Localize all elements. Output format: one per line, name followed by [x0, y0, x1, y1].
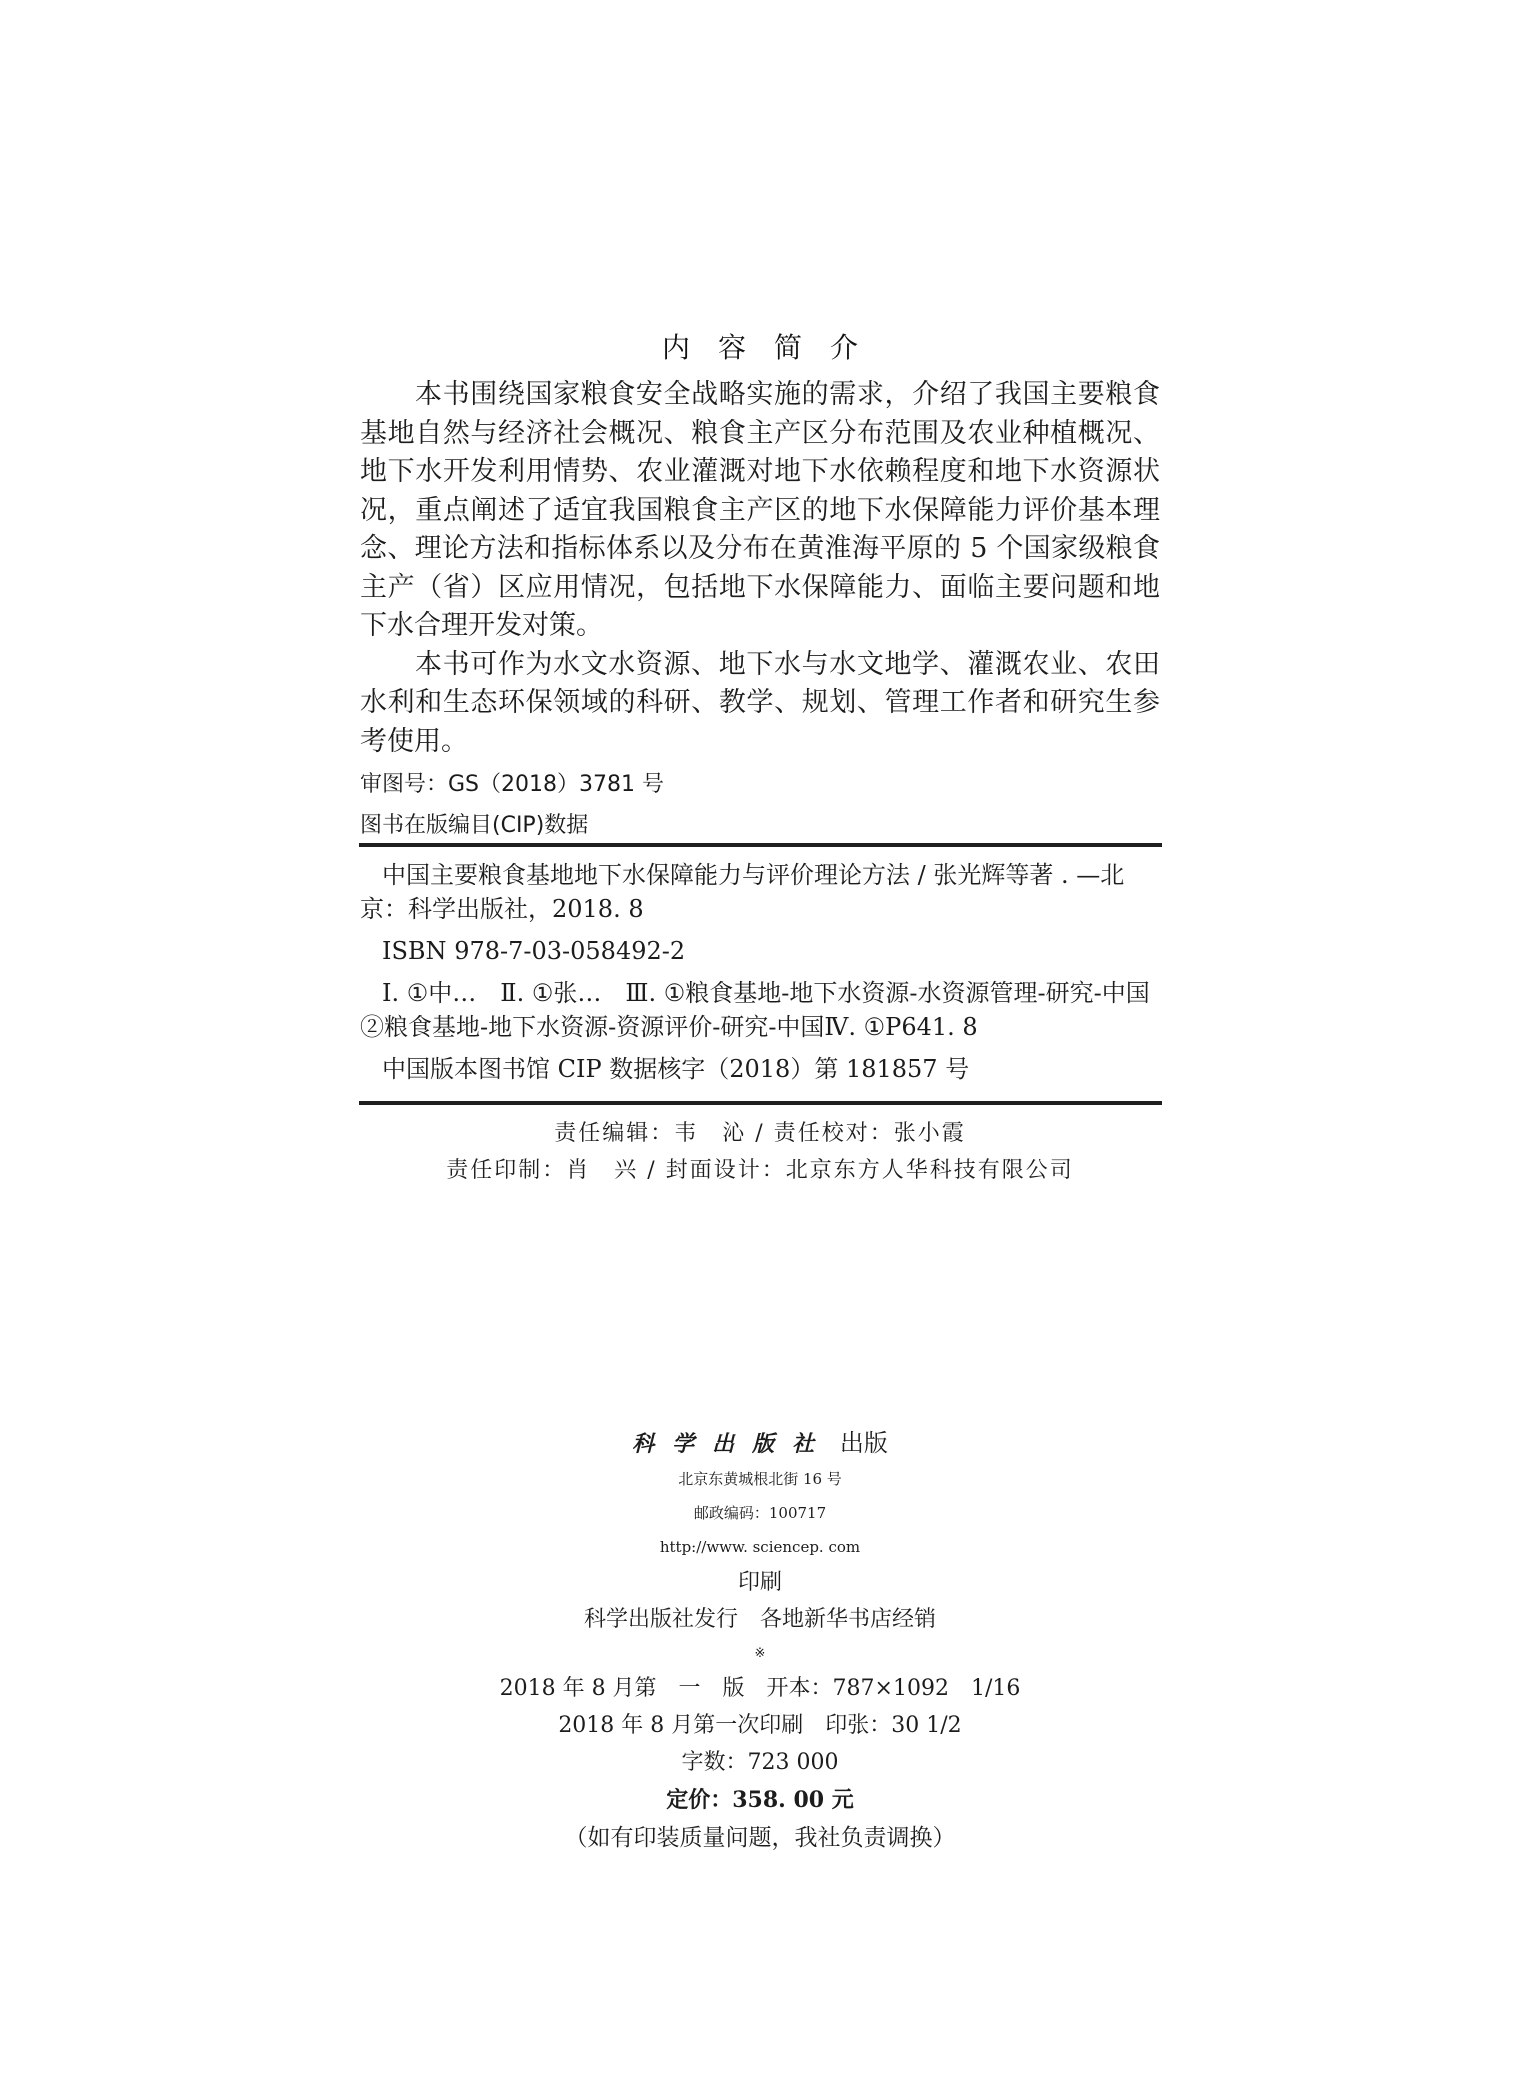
- page-title: 内容简介: [661, 331, 886, 364]
- cip-number: 中国版本图书馆 CIP 数据核字（2018）第 181857 号: [382, 1055, 970, 1083]
- classification-line: Ⅰ. ①中… Ⅱ. ①张… Ⅲ. ①粮食基地-地下水资源-水资源管理-研究-中国: [382, 979, 1150, 1007]
- divider-bottom: [359, 1101, 1162, 1105]
- credits-editor-line: 责任编辑：韦 沁 / 责任校对：张小霞: [554, 1121, 966, 1146]
- imprint: [0, 1425, 1520, 1857]
- abstract-paragraph: 本书围绕国家粮食安全战略实施的需求，介绍了我国主要粮食基地自然与经济社会概况、粮食主产区分布范围及农业种植概况、地下水开发利用情势、农业灌溉对地下水依赖程度和地下水资源状况，重点阐述了适宜我国粮食主产区的地下水保障能力评价基本理念、理论方法和指标体系以及分布在黄淮海平原的 5 个国家级粮食主产（省）区应用情况，包括地下水保障能力、面临主要问题和地下水合理开发对策。: [360, 379, 1160, 641]
- publisher-address: 北京东黄城根北街 16 号: [678, 1470, 842, 1488]
- distribution: 科学出版社发行 各地新华书店经销: [583, 1607, 936, 1632]
- divider-top: [359, 843, 1162, 847]
- cip-title-line: 京：科学出版社，2018. 8: [360, 895, 644, 923]
- credits-printing-line: 责任印制：肖 兴 / 封面设计：北京东方人华科技有限公司: [446, 1158, 1074, 1183]
- isbn: ISBN 978-7-03-058492-2: [382, 937, 686, 965]
- postcode: 邮政编码：100717: [693, 1504, 827, 1522]
- word-count: 字数：723 000: [681, 1750, 839, 1775]
- cip-title-line: 中国主要粮食基地地下水保障能力与评价理论方法 / 张光辉等著 . —北: [382, 861, 1125, 889]
- website-link[interactable]: http://www. sciencep. com: [659, 1538, 861, 1556]
- cip-data: [360, 858, 1160, 1086]
- abstract-paragraph: 本书可作为水文水资源、地下水与水文地学、灌溉农业、农田水利和生态环保领域的科研、教学、规划、管理工作者和研究生参考使用。: [360, 648, 1160, 757]
- separator-mark: ※: [754, 1646, 766, 1661]
- credits: [0, 1115, 1520, 1189]
- publisher-logo: 科学出版社: [632, 1431, 833, 1457]
- publish-label: 出版: [839, 1429, 888, 1457]
- edition-info: 2018 年 8 月第 一 版 开本：787×1092 1/16: [499, 1676, 1021, 1701]
- quality-note: （如有印装质量问题，我社负责调换）: [564, 1825, 956, 1851]
- classification-line: ②粮食基地-地下水资源-资源评价-研究-中国Ⅳ. ①P641. 8: [360, 1013, 978, 1041]
- printing-info: 2018 年 8 月第一次印刷 印张：30 1/2: [558, 1713, 962, 1738]
- printing-label: 印刷: [737, 1570, 782, 1595]
- cip-heading: 图书在版编目(CIP)数据: [360, 813, 589, 838]
- abstract: [360, 376, 1160, 761]
- map-approval-number: 审图号：GS（2018）3781 号: [360, 772, 664, 797]
- publisher-line: [0, 1425, 1520, 1462]
- price: 定价：358. 00 元: [666, 1787, 854, 1813]
